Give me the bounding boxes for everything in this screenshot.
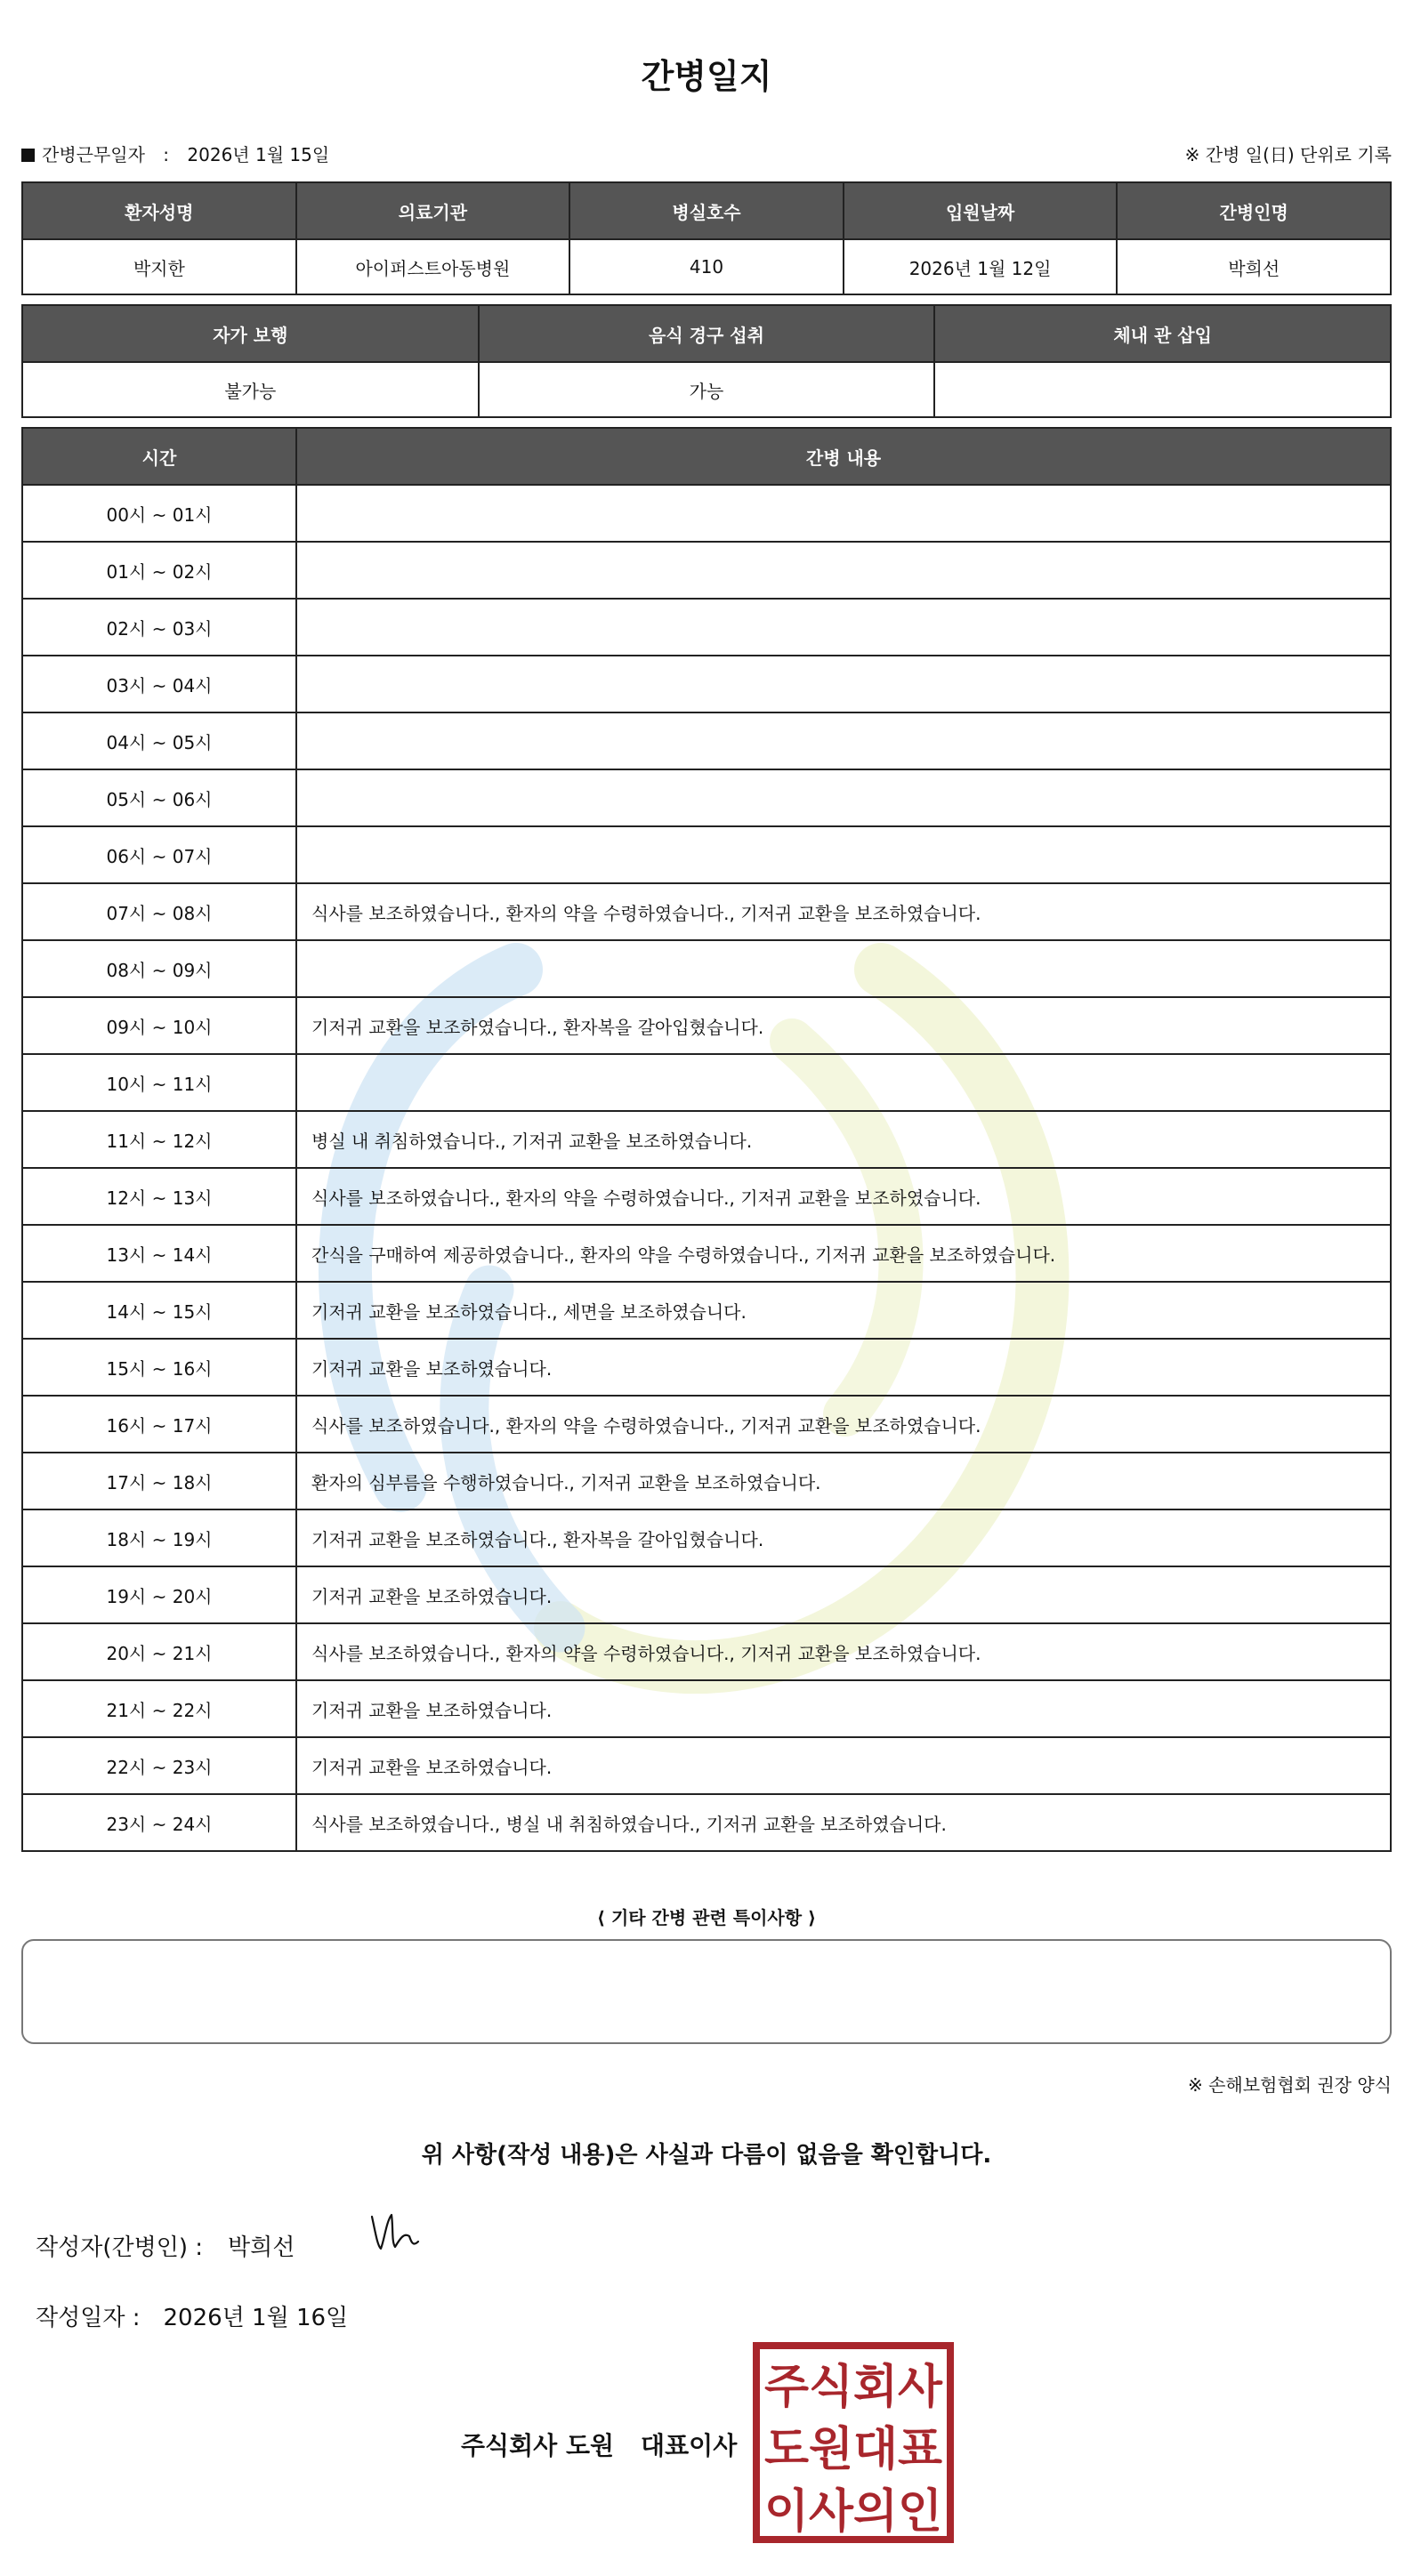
header-admission-date: 입원날짜 (844, 182, 1118, 239)
notes-title: ⟨ 기타 간병 관련 특이사항 ⟩ (596, 1907, 817, 1928)
log-row (22, 883, 1391, 940)
log-content (296, 485, 1391, 542)
log-time: 15시 ~ 16시 (22, 1339, 296, 1396)
medical-institution: 아이퍼스트아동병원 (296, 239, 570, 294)
log-row (22, 485, 1391, 542)
log-content: 식사를 보조하였습니다., 환자의 약을 수령하였습니다., 기저귀 교환을 보조하였습니다. (296, 1623, 1391, 1680)
ceo-label: 대표이사 (641, 2431, 738, 2460)
oral-intake-value: 가능 (479, 362, 935, 417)
log-row (22, 1509, 1391, 1566)
document-title: 간병일지 (641, 57, 772, 96)
log-row (22, 1339, 1391, 1396)
log-content: 식사를 보조하였습니다., 환자의 약을 수령하였습니다., 기저귀 교환을 보조하였습니다. (296, 1396, 1391, 1453)
log-content: 식사를 보조하였습니다., 환자의 약을 수령하였습니다., 기저귀 교환을 보조하였습니다. (296, 1168, 1391, 1225)
log-time: 08시 ~ 09시 (22, 940, 296, 997)
patient-info-table (21, 181, 1392, 295)
author-label: 작성자(간병인) : (36, 2234, 204, 2261)
log-content: 기저귀 교환을 보조하였습니다. (296, 1680, 1391, 1737)
log-row (22, 1111, 1391, 1168)
log-time: 19시 ~ 20시 (22, 1566, 296, 1623)
log-row (22, 1054, 1391, 1111)
log-content: 기저귀 교환을 보조하였습니다., 환자복을 갈아입혔습니다. (296, 1509, 1391, 1566)
log-row (22, 826, 1391, 883)
header-caregiver-name: 간병인명 (1117, 182, 1391, 239)
author-name: 박희선 (228, 2234, 295, 2261)
log-content (296, 542, 1391, 599)
log-content (296, 940, 1391, 997)
log-content: 환자의 심부름을 수행하였습니다., 기저귀 교환을 보조하였습니다. (296, 1453, 1391, 1509)
log-row (22, 1623, 1391, 1680)
log-time: 06시 ~ 07시 (22, 826, 296, 883)
log-time: 18시 ~ 19시 (22, 1509, 296, 1566)
log-row (22, 1737, 1391, 1794)
log-row (22, 542, 1391, 599)
svg-text:도원대표: 도원대표 (764, 2423, 942, 2476)
log-content (296, 1054, 1391, 1111)
log-time: 14시 ~ 15시 (22, 1282, 296, 1339)
square-bullet-icon (21, 149, 35, 162)
room-number: 410 (569, 239, 844, 294)
written-date-line (36, 2299, 348, 2332)
header-self-walking: 자가 보행 (22, 305, 479, 362)
log-content (296, 826, 1391, 883)
self-walking-value: 불가능 (22, 362, 479, 417)
log-content (296, 656, 1391, 712)
svg-text:이사의인: 이사의인 (764, 2485, 942, 2539)
log-time: 17시 ~ 18시 (22, 1453, 296, 1509)
log-row (22, 997, 1391, 1054)
log-row (22, 1396, 1391, 1453)
company-seal (753, 2342, 954, 2543)
log-row (22, 1168, 1391, 1225)
header-time: 시간 (22, 428, 296, 485)
log-row (22, 769, 1391, 826)
log-content: 간식을 구매하여 제공하였습니다., 환자의 약을 수령하였습니다., 기저귀 교환을 보조하였습니다. (296, 1225, 1391, 1282)
header-room-number: 병실호수 (569, 182, 844, 239)
log-time: 23시 ~ 24시 (22, 1794, 296, 1851)
log-time: 20시 ~ 21시 (22, 1623, 296, 1680)
hourly-care-log-table (21, 427, 1392, 1852)
log-time: 22시 ~ 23시 (22, 1737, 296, 1794)
header-care-content: 간병 내용 (296, 428, 1391, 485)
log-row (22, 1680, 1391, 1737)
log-row (22, 1225, 1391, 1282)
log-content: 기저귀 교환을 보조하였습니다. (296, 1339, 1391, 1396)
company-line (461, 2427, 737, 2462)
log-content (296, 769, 1391, 826)
log-time: 13시 ~ 14시 (22, 1225, 296, 1282)
log-row (22, 1566, 1391, 1623)
log-time: 21시 ~ 22시 (22, 1680, 296, 1737)
work-date-separator: : (163, 144, 170, 165)
log-row (22, 940, 1391, 997)
log-time: 00시 ~ 01시 (22, 485, 296, 542)
notes-box (21, 1939, 1392, 2044)
signature (365, 2206, 436, 2259)
log-content (296, 599, 1391, 656)
header-medical-institution: 의료기관 (296, 182, 570, 239)
log-content: 기저귀 교환을 보조하였습니다. (296, 1737, 1391, 1794)
log-rows (22, 485, 1391, 1851)
log-time: 03시 ~ 04시 (22, 656, 296, 712)
log-row (22, 1794, 1391, 1851)
confirmation-statement: 위 사항(작성 내용)은 사실과 다름이 없음을 확인합니다. (421, 2142, 992, 2169)
recommendation-note: ※ 손해보험협회 권장 양식 (1187, 2074, 1392, 2096)
log-content: 식사를 보조하였습니다., 병실 내 취침하였습니다., 기저귀 교환을 보조하였습니다. (296, 1794, 1391, 1851)
log-time: 16시 ~ 17시 (22, 1396, 296, 1453)
log-row (22, 712, 1391, 769)
log-content: 병실 내 취침하였습니다., 기저귀 교환을 보조하였습니다. (296, 1111, 1391, 1168)
company-name: 주식회사 도원 (461, 2431, 615, 2460)
patient-status-table (21, 304, 1392, 418)
log-time: 09시 ~ 10시 (22, 997, 296, 1054)
log-row (22, 599, 1391, 656)
caregiver-name: 박희선 (1117, 239, 1391, 294)
log-row (22, 1453, 1391, 1509)
log-time: 01시 ~ 02시 (22, 542, 296, 599)
log-time: 10시 ~ 11시 (22, 1054, 296, 1111)
log-row (22, 656, 1391, 712)
log-time: 12시 ~ 13시 (22, 1168, 296, 1225)
header-patient-name: 환자성명 (22, 182, 296, 239)
work-date-line (21, 141, 329, 166)
log-time: 07시 ~ 08시 (22, 883, 296, 940)
work-date-value: 2026년 1월 15일 (187, 144, 330, 165)
tube-insertion-value (934, 362, 1391, 417)
work-date-label: 간병근무일자 (42, 144, 145, 165)
log-content: 식사를 보조하였습니다., 환자의 약을 수령하였습니다., 기저귀 교환을 보조하였습니다. (296, 883, 1391, 940)
daily-record-note: ※ 간병 일(日) 단위로 기록 (1184, 144, 1392, 165)
patient-name: 박지한 (22, 239, 296, 294)
svg-text:주식회사: 주식회사 (764, 2361, 943, 2414)
log-content: 기저귀 교환을 보조하였습니다., 세면을 보조하였습니다. (296, 1282, 1391, 1339)
log-time: 05시 ~ 06시 (22, 769, 296, 826)
log-row (22, 1282, 1391, 1339)
log-time: 02시 ~ 03시 (22, 599, 296, 656)
header-oral-intake: 음식 경구 섭취 (479, 305, 935, 362)
admission-date: 2026년 1월 12일 (844, 239, 1118, 294)
log-time: 11시 ~ 12시 (22, 1111, 296, 1168)
header-tube-insertion: 체내 관 삽입 (934, 305, 1391, 362)
log-time: 04시 ~ 05시 (22, 712, 296, 769)
log-content (296, 712, 1391, 769)
author-line (36, 2229, 295, 2262)
log-content: 기저귀 교환을 보조하였습니다., 환자복을 갈아입혔습니다. (296, 997, 1391, 1054)
written-date-value: 2026년 1월 16일 (163, 2305, 349, 2331)
written-date-label: 작성일자 : (36, 2305, 141, 2331)
log-content: 기저귀 교환을 보조하였습니다. (296, 1566, 1391, 1623)
